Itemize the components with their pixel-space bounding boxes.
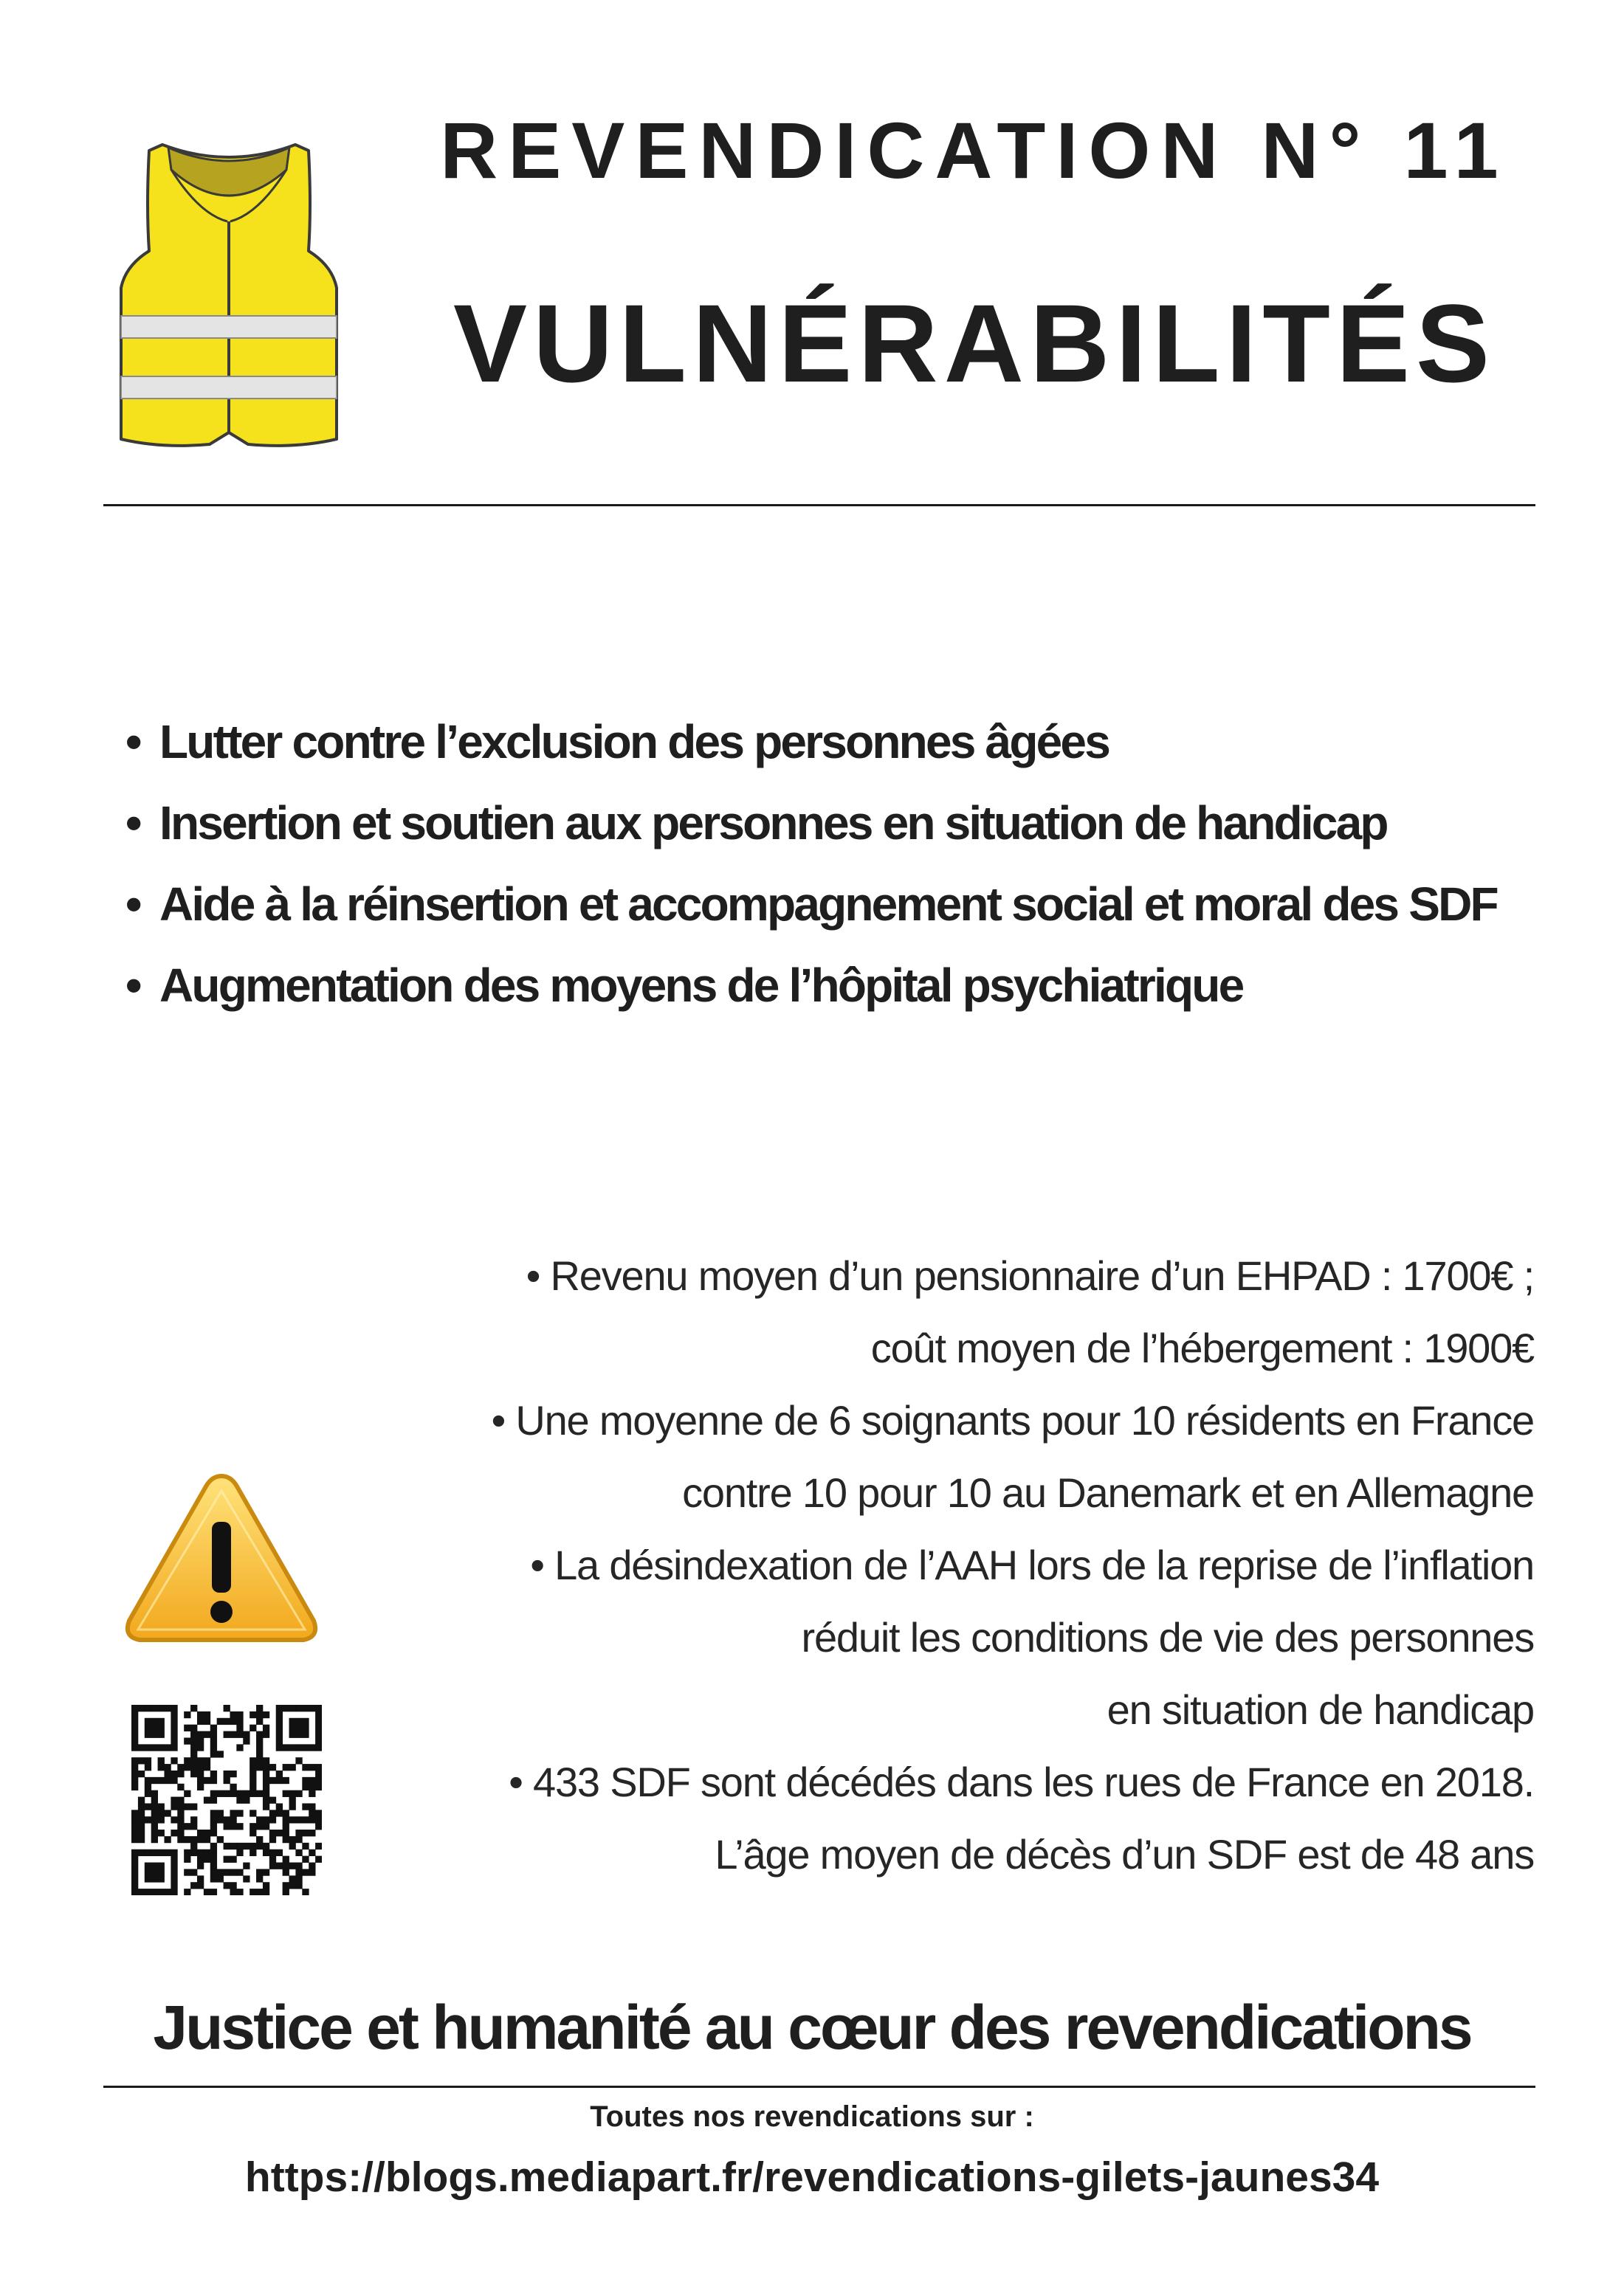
fact-line: contre 10 pour 10 au Danemark et en Allemagne	[682, 1469, 1534, 1516]
page-title: VULNÉRABILITÉS	[453, 281, 1496, 405]
demand-text: Insertion et soutien aux personnes en situation de handicap	[159, 796, 1387, 849]
fact-line: en situation de handicap	[1107, 1686, 1534, 1733]
demands-list	[125, 701, 1543, 1026]
divider	[103, 504, 1535, 506]
fact-line: L’âge moyen de décès d’un SDF est de 48 ans	[715, 1831, 1534, 1878]
fact-line: • 433 SDF sont décédés dans les rues de France en 2018.	[509, 1759, 1534, 1805]
demand-text: Aide à la réinsertion et accompagnement social et moral des SDF	[159, 878, 1497, 931]
fact-line: • Une moyenne de 6 soignants pour 10 résidents en France	[491, 1397, 1534, 1444]
fact-line: • Revenu moyen d’un pensionnaire d’un EHPAD : 1700€ ;	[526, 1252, 1534, 1299]
fact-line: • La désindexation de l’AAH lors de la reprise de l’inflation	[530, 1542, 1534, 1588]
footer-note: Toutes nos revendications sur :	[590, 2100, 1034, 2133]
divider	[103, 2086, 1535, 2088]
fact-line: réduit les conditions de vie des personnes	[801, 1614, 1534, 1661]
fact-line: coût moyen de l’hébergement : 1900€	[870, 1325, 1534, 1371]
demand-item: • Aide à la réinsertion et accompagnement social et moral des SDF	[125, 878, 1497, 931]
demand-text: Augmentation des moyens de l’hôpital psychiatrique	[159, 959, 1243, 1012]
qr-code	[131, 1705, 322, 1895]
demand-item: • Lutter contre l’exclusion des personnes âgées	[125, 715, 1109, 768]
blog-url[interactable]: https://blogs.mediapart.fr/revendications-gilets-jaunes34	[244, 2154, 1380, 2201]
demand-item: • Insertion et soutien aux personnes en situation de handicap	[125, 796, 1387, 849]
facts-block	[316, 1240, 1534, 1891]
slogan: Justice et humanité au cœur des revendications	[153, 1993, 1471, 2062]
revendication-number: REVENDICATION N° 11	[440, 106, 1509, 195]
warning-icon	[122, 1469, 321, 1649]
demand-text: Lutter contre l’exclusion des personnes âgées	[159, 715, 1109, 768]
yellow-vest-icon	[111, 140, 347, 450]
demand-item: • Augmentation des moyens de l’hôpital psychiatrique	[125, 959, 1243, 1012]
